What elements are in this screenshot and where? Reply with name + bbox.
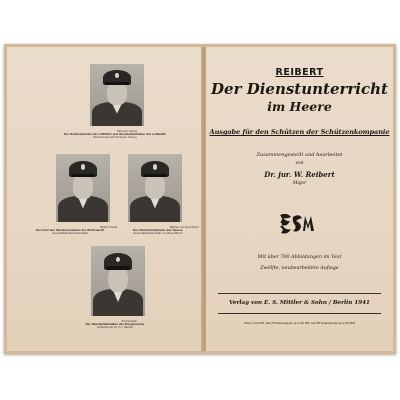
- portrait-brauchitsch: [128, 154, 182, 222]
- illustrations-note: Mit über 700 Abbildungen im Text: [257, 255, 342, 260]
- price-line: Preis 2,50 RM, bei 25 Exemplaren je 2,40 RM, bei 50 Exemplaren je 2,30 RM: [244, 321, 355, 325]
- right-page: [206, 47, 393, 351]
- edition-note: Zwölfte, neubearbeitete Auflage: [260, 266, 339, 271]
- author-name: Dr. jur. W. Reibert: [264, 170, 335, 179]
- compiled-by: Zusammengestellt und bearbeitet: [256, 152, 343, 158]
- caption-keitel: Wilhelm Keitel Der Chef des Oberkommandos der Wehrmacht Generalfeldmarschall Keitel: [36, 226, 117, 236]
- subtitle: Ausgabe für den Schützen der Schützenkompanie: [209, 128, 390, 136]
- divider-bottom: [218, 313, 381, 314]
- publisher-logo-icon: [277, 211, 317, 237]
- title-line-2: im Heere: [267, 99, 332, 114]
- portrait-raeder: [91, 246, 145, 316]
- caption-goering: Hermann Göring Der Reichsminister der Luftfahrt und Oberbefehlshaber der Luftwaffe Reichsmarschall Hermann Göring: [64, 130, 166, 140]
- caption-raeder: Erich Raeder Der Oberbefehlshaber der Kriegsmarine Großadmiral Dr. h.c. Raeder: [85, 320, 145, 330]
- left-page: [7, 47, 202, 351]
- publisher-line: Verlag von E. S. Mittler & Sohn / Berlin 1941: [229, 300, 370, 306]
- divider-top: [218, 293, 381, 294]
- author-heading: REIBERT: [275, 67, 324, 78]
- von-label: von: [295, 161, 304, 166]
- author-rank: Major: [292, 181, 307, 186]
- portrait-goering: [90, 64, 144, 126]
- title-line-1: Der Dienstunterricht: [211, 80, 388, 98]
- portrait-keitel: [56, 154, 110, 222]
- book-spread: [4, 44, 396, 354]
- publisher-logo-text: ESM: [297, 235, 302, 237]
- caption-brauchitsch: Walther von Brauchitsch Der Oberbefehlshaber des Heeres Generalfeldmarschall von Brauchitsch: [133, 226, 199, 236]
